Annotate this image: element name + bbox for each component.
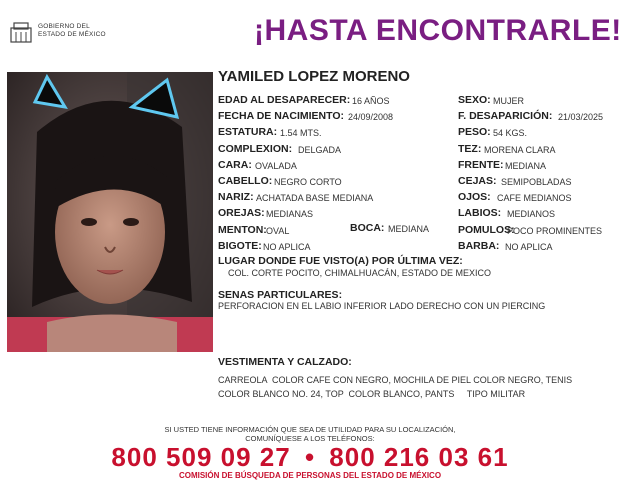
left-field-label: FECHA DE NACIMIENTO: <box>218 110 344 123</box>
right-field-value: 21/03/2025 <box>558 112 604 123</box>
right-field-label: CEJAS: <box>458 175 497 187</box>
left-field-label: CARA: <box>218 158 252 171</box>
left-field-label: COMPLEXION: <box>218 142 293 155</box>
left-field-label: NARIZ: <box>218 191 254 204</box>
left-field-value: 1.54 MTS. <box>280 128 322 139</box>
left-field-value: 24/09/2008 <box>348 112 394 123</box>
phone-number-2[interactable]: 800 216 03 61 <box>329 442 509 472</box>
right-field-value: MUJER <box>493 96 524 106</box>
left-field-label: OREJAS: <box>218 207 265 220</box>
left-field-label: MENTON: <box>218 223 267 236</box>
banner-title: ¡HASTA ENCONTRARLE! <box>254 14 622 47</box>
right-field-value: MEDIANA <box>505 160 547 171</box>
right-field-value: MEDIANOS <box>507 209 556 220</box>
right-field-label: PESO: <box>458 126 491 139</box>
person-name: YAMILED LOPEZ MORENO <box>218 68 410 85</box>
right-field-label: FRENTE: <box>458 158 504 171</box>
left-field-value: OVAL <box>266 225 290 236</box>
right-field-label: SEXO: <box>458 94 491 106</box>
footer-note-line1: SI USTED TIENE INFORMACIÓN QUE SEA DE UTILIDAD PARA SU LOCALIZACIÓN, <box>164 425 456 434</box>
boca-value: MEDIANA <box>388 224 430 234</box>
clothing-description <box>218 373 618 401</box>
right-field-value: MORENA CLARA <box>484 144 556 155</box>
missing-person-photo <box>7 72 213 352</box>
logo-text-line2: ESTADO DE MÉXICO <box>38 31 106 38</box>
marks-value: PERFORACION EN EL LABIO INFERIOR LADO DERECHO CON UN PIERCING <box>218 301 546 311</box>
left-field-value: 16 AÑOS <box>352 96 390 106</box>
right-field-value: NO APLICA <box>505 241 553 252</box>
clothing-line2: COLOR BLANCO NO. 24, TOP COLOR BLANCO, PANTS TIPO MILITAR <box>218 389 526 399</box>
right-field-value: SEMIPOBLADAS <box>501 177 572 187</box>
government-logo <box>8 20 118 46</box>
right-field-label: OJOS: <box>458 191 491 204</box>
left-field-value: ACHATADA BASE MEDIANA <box>256 193 374 204</box>
right-field-label: POMULOS: <box>458 223 515 236</box>
left-field-value: OVALADA <box>255 160 297 171</box>
left-field-value: DELGADA <box>298 144 342 155</box>
clothing-line1: CARREOLA COLOR CAFE CON NEGRO, MOCHILA DE PIEL COLOR NEGRO, TENIS <box>218 375 573 385</box>
right-field-value: 54 KGS. <box>493 128 528 139</box>
left-field-label: ESTATURA: <box>218 126 278 139</box>
logo-text-line1: GOBIERNO DEL <box>38 23 90 30</box>
phone-numbers <box>0 442 620 473</box>
last-seen-value: COL. CORTE POCITO, CHIMALHUACÁN, ESTADO DE MEXICO <box>228 268 492 278</box>
boca-label: BOCA: <box>350 222 385 234</box>
marks-label: SENAS PARTICULARES: <box>218 289 343 301</box>
left-field-value: MEDIANAS <box>266 209 314 220</box>
phone-number-1[interactable]: 800 509 09 27 <box>111 442 291 472</box>
clothing-label: VESTIMENTA Y CALZADO: <box>218 356 352 368</box>
right-field-label: LABIOS: <box>458 207 502 220</box>
left-field-value: NEGRO CORTO <box>274 177 342 187</box>
left-field-label: EDAD AL DESAPARECER: <box>218 94 351 106</box>
right-field-value: CAFE MEDIANOS <box>497 193 572 204</box>
right-field-label: F. DESAPARICIÓN: <box>458 110 553 123</box>
left-field-label: CABELLO: <box>218 175 273 187</box>
right-field-label: TEZ: <box>458 142 482 155</box>
left-field-label: BIGOTE: <box>218 239 262 252</box>
state-emblem-icon <box>8 20 34 44</box>
phone-separator: • <box>304 442 316 472</box>
last-seen-label: LUGAR DONDE FUE VISTO(A) POR ÚLTIMA VEZ: <box>218 255 463 267</box>
right-field-value: POCO PROMINENTES <box>507 225 603 236</box>
left-field-value: NO APLICA <box>263 241 311 252</box>
commission-name: COMISIÓN DE BÚSQUEDA DE PERSONAS DEL ESTADO DE MÉXICO <box>178 471 442 480</box>
footer-note-line2: COMUNÍQUESE A LOS TELÉFONOS: <box>245 434 375 443</box>
footer-note <box>0 425 620 443</box>
right-field-label: BARBA: <box>458 239 500 252</box>
